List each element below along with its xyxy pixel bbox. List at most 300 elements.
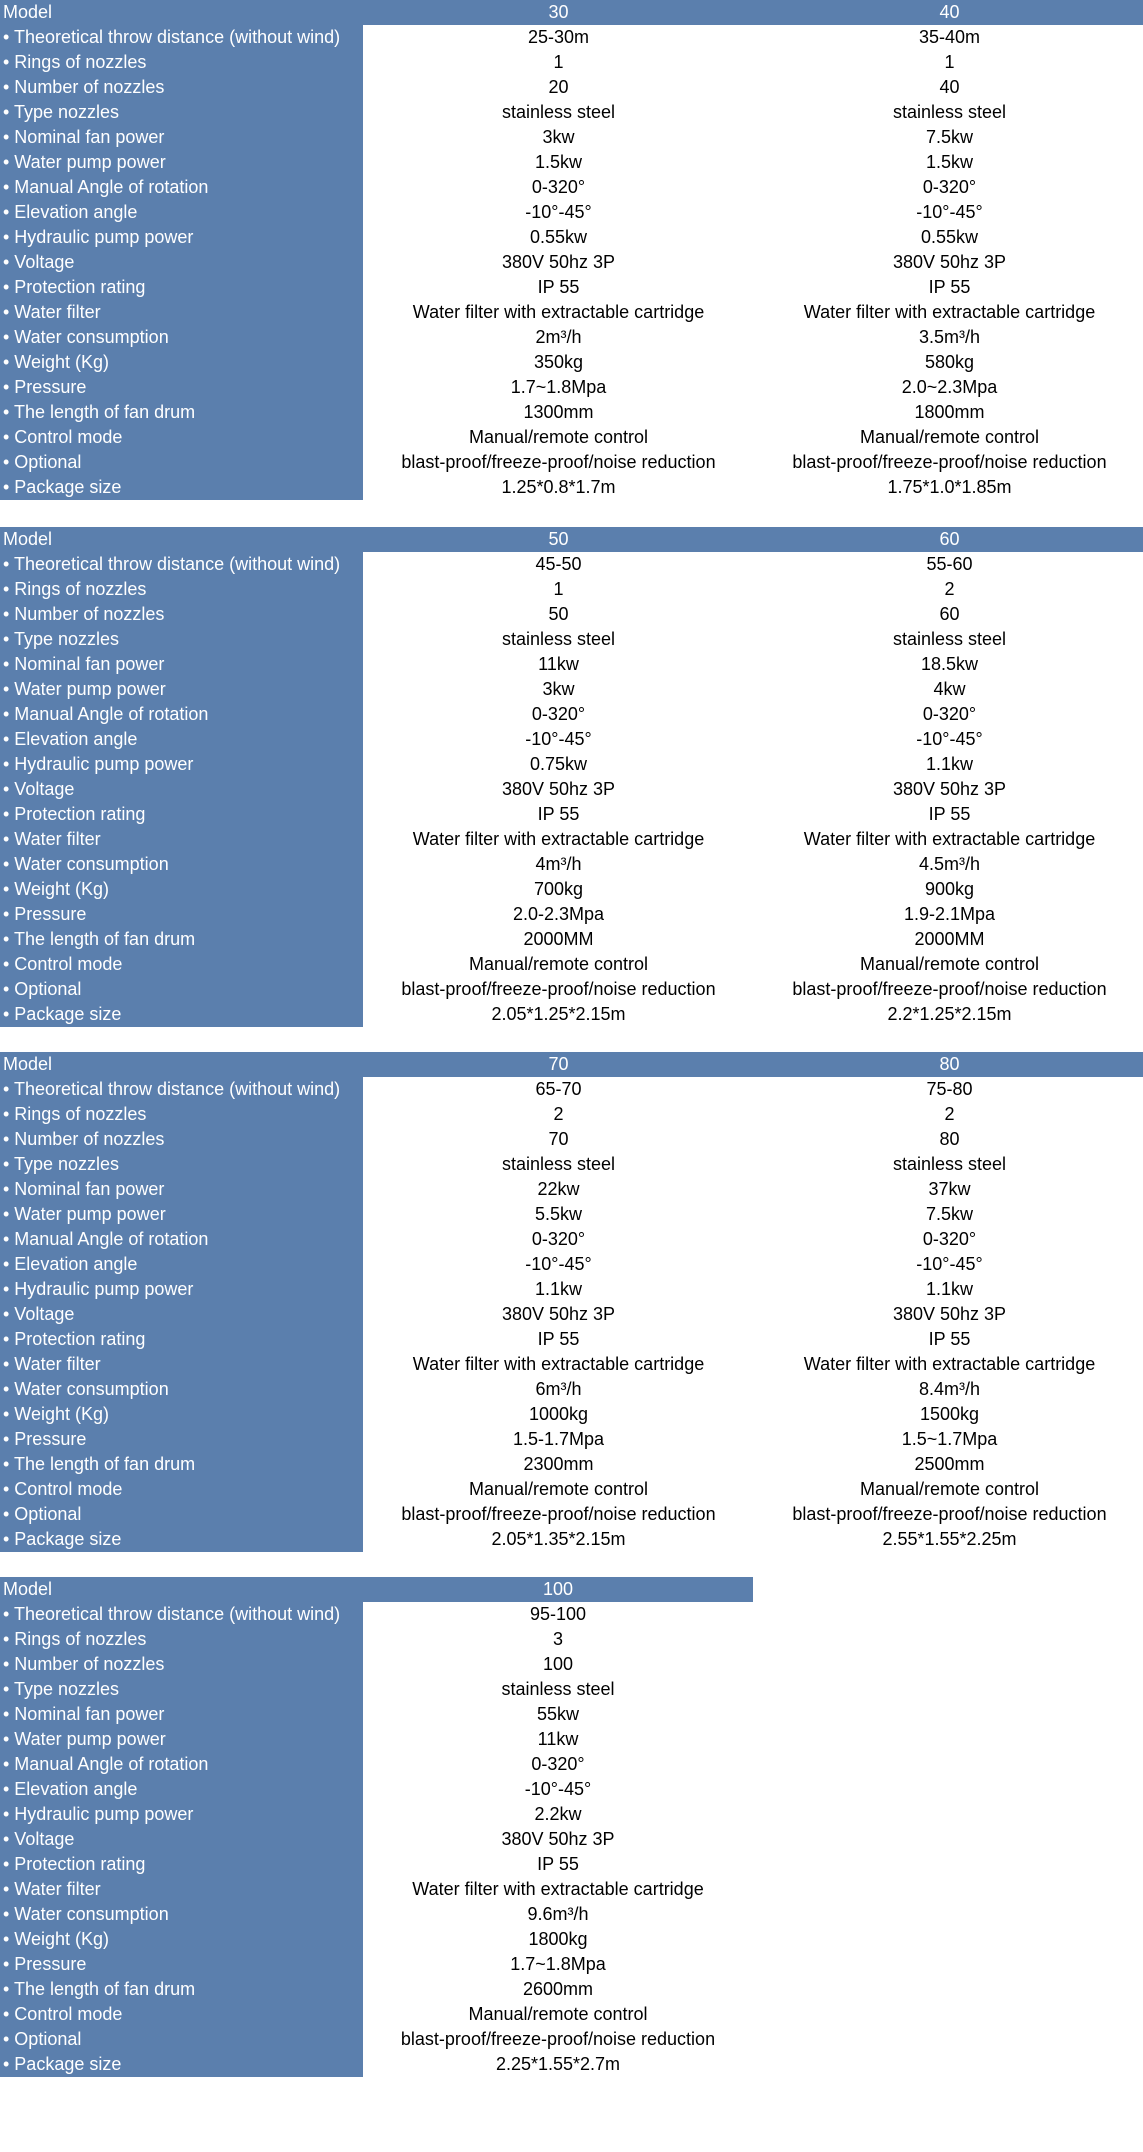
row-label: • Optional — [0, 450, 363, 475]
row-label: • Package size — [0, 1002, 363, 1027]
row-label: Model — [0, 0, 363, 25]
table-row — [0, 902, 1143, 927]
table-cell: 4m³/h — [363, 852, 754, 877]
table-cell: 0-320° — [754, 175, 1143, 200]
table-cell: 2.2kw — [363, 1802, 753, 1827]
table-cell: 0-320° — [363, 702, 754, 727]
row-label: • Number of nozzles — [0, 602, 363, 627]
table-cell: 50 — [363, 602, 754, 627]
model-header-cell: 40 — [754, 0, 1143, 25]
table-row — [0, 2027, 753, 2052]
row-label: • Type nozzles — [0, 1152, 363, 1177]
table-cell: 0.75kw — [363, 752, 754, 777]
table-cell: IP 55 — [754, 802, 1143, 827]
table-cell: Manual/remote control — [754, 425, 1143, 450]
row-label: • Theoretical throw distance (without wind) — [0, 1602, 363, 1627]
table-cell: -10°-45° — [363, 1252, 754, 1277]
row-label: • The length of fan drum — [0, 1452, 363, 1477]
table-cell: 1.5kw — [363, 150, 754, 175]
table-cell: Water filter with extractable cartridge — [363, 1352, 754, 1377]
table-row — [0, 652, 1143, 677]
table-cell: 70 — [363, 1127, 754, 1152]
table-row — [0, 50, 1143, 75]
row-label: • Optional — [0, 1502, 363, 1527]
row-label: • Water consumption — [0, 1902, 363, 1927]
table-cell: 900kg — [754, 877, 1143, 902]
table-cell: 1.1kw — [754, 752, 1143, 777]
table-cell: 1800kg — [363, 1927, 753, 1952]
table-cell: 380V 50hz 3P — [363, 250, 754, 275]
table-row — [0, 1102, 1143, 1127]
table-cell: 1.75*1.0*1.85m — [754, 475, 1143, 500]
table-row — [0, 1327, 1143, 1352]
table-row — [0, 877, 1143, 902]
table-row — [0, 2052, 753, 2077]
table-cell: 2.05*1.25*2.15m — [363, 1002, 754, 1027]
row-label: • Number of nozzles — [0, 1652, 363, 1677]
table-row — [0, 1927, 753, 1952]
table-cell: 2.0-2.3Mpa — [363, 902, 754, 927]
row-label: • Theoretical throw distance (without wind) — [0, 552, 363, 577]
table-row — [0, 1202, 1143, 1227]
table-cell: Manual/remote control — [363, 2002, 753, 2027]
table-row — [0, 1377, 1143, 1402]
table-row — [0, 577, 1143, 602]
table-row — [0, 1777, 753, 1802]
table-row — [0, 1452, 1143, 1477]
row-label: • Control mode — [0, 952, 363, 977]
row-label: • Manual Angle of rotation — [0, 1227, 363, 1252]
row-label: • Control mode — [0, 2002, 363, 2027]
row-label: • The length of fan drum — [0, 927, 363, 952]
table-cell: 1.25*0.8*1.7m — [363, 475, 754, 500]
table-cell: Manual/remote control — [363, 425, 754, 450]
table-row — [0, 25, 1143, 50]
table-cell: 1.1kw — [363, 1277, 754, 1302]
table-cell: blast-proof/freeze-proof/noise reduction — [363, 977, 754, 1002]
table-row — [0, 300, 1143, 325]
table-cell: 700kg — [363, 877, 754, 902]
row-label: • Manual Angle of rotation — [0, 175, 363, 200]
table-cell: 2500mm — [754, 1452, 1143, 1477]
row-label: • Water pump power — [0, 1202, 363, 1227]
table-cell: 4kw — [754, 677, 1143, 702]
row-label: • Voltage — [0, 1302, 363, 1327]
table-row — [0, 1077, 1143, 1102]
table-row — [0, 1827, 753, 1852]
table-cell: 380V 50hz 3P — [754, 777, 1143, 802]
row-label: • Water filter — [0, 1877, 363, 1902]
table-row — [0, 275, 1143, 300]
table-cell: 1.5-1.7Mpa — [363, 1427, 754, 1452]
table-cell: stainless steel — [363, 1152, 754, 1177]
row-label: Model — [0, 1577, 363, 1602]
row-label: • Pressure — [0, 1952, 363, 1977]
row-label: • Protection rating — [0, 1852, 363, 1877]
table-cell: stainless steel — [363, 627, 754, 652]
table-cell: 5.5kw — [363, 1202, 754, 1227]
table-cell: 22kw — [363, 1177, 754, 1202]
table-cell: stainless steel — [363, 1677, 753, 1702]
table-cell: 3.5m³/h — [754, 325, 1143, 350]
table-row — [0, 150, 1143, 175]
table-row — [0, 1302, 1143, 1327]
table-row — [0, 225, 1143, 250]
table-cell: 40 — [754, 75, 1143, 100]
table-cell: 60 — [754, 602, 1143, 627]
table-cell: 11kw — [363, 1727, 753, 1752]
table-cell: 55-60 — [754, 552, 1143, 577]
table-row — [0, 1227, 1143, 1252]
table-cell: 3kw — [363, 677, 754, 702]
row-label: • Number of nozzles — [0, 75, 363, 100]
table-cell: 1800mm — [754, 400, 1143, 425]
table-row — [0, 1702, 753, 1727]
row-label: • Voltage — [0, 1827, 363, 1852]
table-row — [0, 752, 1143, 777]
table-row — [0, 425, 1143, 450]
table-cell: 1 — [754, 50, 1143, 75]
table-cell: 35-40m — [754, 25, 1143, 50]
table-cell: stainless steel — [754, 627, 1143, 652]
table-row — [0, 1877, 753, 1902]
table-row — [0, 1177, 1143, 1202]
table-cell: 2600mm — [363, 1977, 753, 2002]
table-cell: 1.5~1.7Mpa — [754, 1427, 1143, 1452]
table-cell: 45-50 — [363, 552, 754, 577]
table-cell: -10°-45° — [754, 1252, 1143, 1277]
row-label: • Protection rating — [0, 1327, 363, 1352]
row-label: • Theoretical throw distance (without wind) — [0, 1077, 363, 1102]
row-label: • Manual Angle of rotation — [0, 1752, 363, 1777]
table-cell: 95-100 — [363, 1602, 753, 1627]
table-cell: -10°-45° — [754, 727, 1143, 752]
table-cell: 1.5kw — [754, 150, 1143, 175]
row-label: • Hydraulic pump power — [0, 1802, 363, 1827]
table-cell: stainless steel — [754, 100, 1143, 125]
table-cell: Manual/remote control — [754, 952, 1143, 977]
row-label: • Type nozzles — [0, 100, 363, 125]
table-cell: 1500kg — [754, 1402, 1143, 1427]
table-row — [0, 1427, 1143, 1452]
row-label: • Nominal fan power — [0, 652, 363, 677]
table-cell: 11kw — [363, 652, 754, 677]
table-cell: Water filter with extractable cartridge — [363, 300, 754, 325]
row-label: • Weight (Kg) — [0, 877, 363, 902]
table-cell: 3 — [363, 1627, 753, 1652]
table-cell: 8.4m³/h — [754, 1377, 1143, 1402]
row-label: • Water pump power — [0, 677, 363, 702]
row-label: • Package size — [0, 475, 363, 500]
table-row — [0, 1127, 1143, 1152]
table-cell: 80 — [754, 1127, 1143, 1152]
row-label: • Control mode — [0, 1477, 363, 1502]
table-row — [0, 1477, 1143, 1502]
table-row — [0, 250, 1143, 275]
table-cell: -10°-45° — [754, 200, 1143, 225]
spec-table-1 — [0, 0, 1143, 500]
table-cell: 75-80 — [754, 1077, 1143, 1102]
table-cell: Water filter with extractable cartridge — [363, 827, 754, 852]
table-cell: 3kw — [363, 125, 754, 150]
table-cell: 2.05*1.35*2.15m — [363, 1527, 754, 1552]
table-row — [0, 1502, 1143, 1527]
table-cell: Water filter with extractable cartridge — [754, 1352, 1143, 1377]
row-label: • Water pump power — [0, 150, 363, 175]
table-cell: Manual/remote control — [363, 1477, 754, 1502]
row-label: • The length of fan drum — [0, 400, 363, 425]
row-label: • Protection rating — [0, 275, 363, 300]
row-label: • Pressure — [0, 902, 363, 927]
row-label: • Pressure — [0, 375, 363, 400]
table-cell: 0-320° — [754, 702, 1143, 727]
table-cell: 1000kg — [363, 1402, 754, 1427]
table-cell: IP 55 — [754, 1327, 1143, 1352]
table-cell: 350kg — [363, 350, 754, 375]
table-cell: 4.5m³/h — [754, 852, 1143, 877]
table-cell: IP 55 — [363, 802, 754, 827]
row-label: • Type nozzles — [0, 1677, 363, 1702]
table-row — [0, 375, 1143, 400]
table-cell: 2000MM — [754, 927, 1143, 952]
table-cell: blast-proof/freeze-proof/noise reduction — [754, 1502, 1143, 1527]
row-label: • Weight (Kg) — [0, 350, 363, 375]
table-cell: 25-30m — [363, 25, 754, 50]
table-cell: 2 — [363, 1102, 754, 1127]
table-cell: 1.7~1.8Mpa — [363, 1952, 753, 1977]
table-row — [0, 777, 1143, 802]
row-label: • Package size — [0, 2052, 363, 2077]
table-row — [0, 1627, 753, 1652]
row-label: • Weight (Kg) — [0, 1402, 363, 1427]
table-cell: 580kg — [754, 350, 1143, 375]
table-cell: IP 55 — [363, 275, 754, 300]
table-row — [0, 852, 1143, 877]
row-label: • Water consumption — [0, 325, 363, 350]
table-cell: 380V 50hz 3P — [754, 1302, 1143, 1327]
table-cell: 0.55kw — [363, 225, 754, 250]
spec-table-2 — [0, 527, 1143, 1027]
table-row — [0, 1852, 753, 1877]
row-label: • Rings of nozzles — [0, 1102, 363, 1127]
table-cell: 1 — [363, 577, 754, 602]
table-cell: 18.5kw — [754, 652, 1143, 677]
row-label: • Control mode — [0, 425, 363, 450]
table-cell: 6m³/h — [363, 1377, 754, 1402]
table-row — [0, 1152, 1143, 1177]
row-label: • Elevation angle — [0, 727, 363, 752]
table-cell: Manual/remote control — [754, 1477, 1143, 1502]
row-label: • Nominal fan power — [0, 125, 363, 150]
row-label: • Optional — [0, 2027, 363, 2052]
row-label: • Protection rating — [0, 802, 363, 827]
row-label: • Manual Angle of rotation — [0, 702, 363, 727]
table-cell: -10°-45° — [363, 200, 754, 225]
table-cell: IP 55 — [363, 1852, 753, 1877]
table-cell: 2000MM — [363, 927, 754, 952]
row-label: • Water filter — [0, 1352, 363, 1377]
row-label: • Weight (Kg) — [0, 1927, 363, 1952]
model-header-cell: 100 — [363, 1577, 753, 1602]
table-cell: 2.2*1.25*2.15m — [754, 1002, 1143, 1027]
table-cell: 380V 50hz 3P — [363, 1827, 753, 1852]
table-cell: 2.0~2.3Mpa — [754, 375, 1143, 400]
table-row — [0, 1752, 753, 1777]
table-row — [0, 1977, 753, 2002]
table-row — [0, 1652, 753, 1677]
row-label: • Water consumption — [0, 1377, 363, 1402]
row-label: • Nominal fan power — [0, 1177, 363, 1202]
table-cell: 55kw — [363, 1702, 753, 1727]
table-row — [0, 2002, 753, 2027]
table-row — [0, 677, 1143, 702]
table-cell: 1 — [363, 50, 754, 75]
table-row — [0, 1402, 1143, 1427]
table-cell: blast-proof/freeze-proof/noise reduction — [363, 1502, 754, 1527]
table-cell: 0-320° — [363, 175, 754, 200]
table-header-row — [0, 527, 1143, 552]
row-label: • Rings of nozzles — [0, 50, 363, 75]
table-cell: 380V 50hz 3P — [363, 1302, 754, 1327]
table-cell: 2 — [754, 1102, 1143, 1127]
row-label: • Pressure — [0, 1427, 363, 1452]
table-row — [0, 1602, 753, 1627]
table-cell: -10°-45° — [363, 727, 754, 752]
table-row — [0, 627, 1143, 652]
table-row — [0, 702, 1143, 727]
table-cell: 0-320° — [754, 1227, 1143, 1252]
table-cell: 2300mm — [363, 1452, 754, 1477]
table-cell: 1.9-2.1Mpa — [754, 902, 1143, 927]
table-cell: Manual/remote control — [363, 952, 754, 977]
table-cell: 100 — [363, 1652, 753, 1677]
table-cell: 0.55kw — [754, 225, 1143, 250]
row-label: • The length of fan drum — [0, 1977, 363, 2002]
table-cell: blast-proof/freeze-proof/noise reduction — [363, 2027, 753, 2052]
model-header-cell: 30 — [363, 0, 754, 25]
row-label: • Rings of nozzles — [0, 577, 363, 602]
table-cell: 7.5kw — [754, 125, 1143, 150]
row-label: • Hydraulic pump power — [0, 752, 363, 777]
table-row — [0, 1902, 753, 1927]
table-row — [0, 450, 1143, 475]
row-label: • Type nozzles — [0, 627, 363, 652]
table-cell: blast-proof/freeze-proof/noise reduction — [754, 450, 1143, 475]
table-row — [0, 1527, 1143, 1552]
row-label: • Theoretical throw distance (without wind) — [0, 25, 363, 50]
row-label: • Optional — [0, 977, 363, 1002]
row-label: • Water pump power — [0, 1727, 363, 1752]
table-row — [0, 827, 1143, 852]
table-cell: 2.55*1.55*2.25m — [754, 1527, 1143, 1552]
table-row — [0, 125, 1143, 150]
table-cell: 0-320° — [363, 1227, 754, 1252]
table-row — [0, 175, 1143, 200]
table-cell: Water filter with extractable cartridge — [754, 300, 1143, 325]
table-cell: 0-320° — [363, 1752, 753, 1777]
table-cell: blast-proof/freeze-proof/noise reduction — [754, 977, 1143, 1002]
table-row — [0, 400, 1143, 425]
table-cell: Water filter with extractable cartridge — [754, 827, 1143, 852]
table-row — [0, 1677, 753, 1702]
row-label: • Water filter — [0, 827, 363, 852]
table-cell: 380V 50hz 3P — [754, 250, 1143, 275]
table-cell: stainless steel — [754, 1152, 1143, 1177]
table-cell: IP 55 — [754, 275, 1143, 300]
table-cell: 2.25*1.55*2.7m — [363, 2052, 753, 2077]
table-header-row — [0, 1052, 1143, 1077]
table-row — [0, 1002, 1143, 1027]
row-label: • Hydraulic pump power — [0, 1277, 363, 1302]
table-row — [0, 1277, 1143, 1302]
table-cell: 1.1kw — [754, 1277, 1143, 1302]
table-row — [0, 1952, 753, 1977]
table-cell: 2m³/h — [363, 325, 754, 350]
spec-table-4 — [0, 1577, 753, 2077]
table-row — [0, 325, 1143, 350]
model-header-cell: 60 — [754, 527, 1143, 552]
row-label: • Elevation angle — [0, 200, 363, 225]
table-row — [0, 977, 1143, 1002]
row-label: • Package size — [0, 1527, 363, 1552]
table-row — [0, 727, 1143, 752]
table-cell: 20 — [363, 75, 754, 100]
row-label: • Voltage — [0, 250, 363, 275]
table-cell: 1300mm — [363, 400, 754, 425]
table-cell: IP 55 — [363, 1327, 754, 1352]
table-cell: blast-proof/freeze-proof/noise reduction — [363, 450, 754, 475]
table-row — [0, 927, 1143, 952]
row-label: • Hydraulic pump power — [0, 225, 363, 250]
table-row — [0, 1352, 1143, 1377]
table-header-row — [0, 1577, 753, 1602]
table-row — [0, 1252, 1143, 1277]
table-cell: 37kw — [754, 1177, 1143, 1202]
table-cell: 9.6m³/h — [363, 1902, 753, 1927]
table-header-row — [0, 0, 1143, 25]
table-cell: stainless steel — [363, 100, 754, 125]
model-header-cell: 80 — [754, 1052, 1143, 1077]
table-cell: 7.5kw — [754, 1202, 1143, 1227]
table-row — [0, 602, 1143, 627]
table-row — [0, 1802, 753, 1827]
table-row — [0, 952, 1143, 977]
table-row — [0, 200, 1143, 225]
table-row — [0, 802, 1143, 827]
table-row — [0, 75, 1143, 100]
table-row — [0, 350, 1143, 375]
table-row — [0, 100, 1143, 125]
row-label: • Elevation angle — [0, 1252, 363, 1277]
row-label: • Water filter — [0, 300, 363, 325]
table-row — [0, 1727, 753, 1752]
table-cell: -10°-45° — [363, 1777, 753, 1802]
table-row — [0, 475, 1143, 500]
row-label: • Number of nozzles — [0, 1127, 363, 1152]
table-cell: 65-70 — [363, 1077, 754, 1102]
table-cell: 1.7~1.8Mpa — [363, 375, 754, 400]
row-label: Model — [0, 1052, 363, 1077]
row-label: • Nominal fan power — [0, 1702, 363, 1727]
row-label: • Rings of nozzles — [0, 1627, 363, 1652]
row-label: Model — [0, 527, 363, 552]
row-label: • Elevation angle — [0, 1777, 363, 1802]
table-cell: 380V 50hz 3P — [363, 777, 754, 802]
model-header-cell: 70 — [363, 1052, 754, 1077]
row-label: • Voltage — [0, 777, 363, 802]
table-cell: 2 — [754, 577, 1143, 602]
table-row — [0, 552, 1143, 577]
